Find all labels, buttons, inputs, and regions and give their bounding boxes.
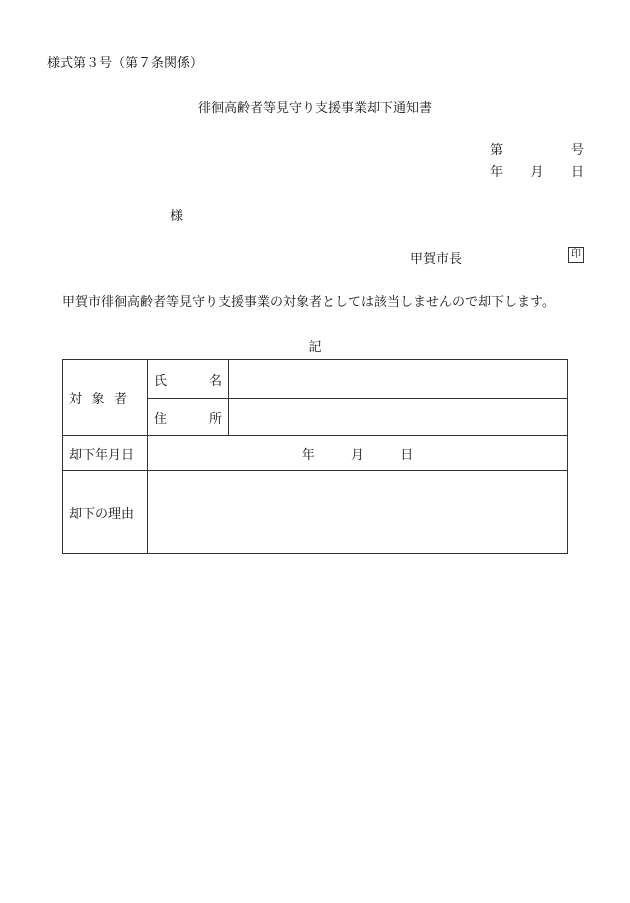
name-label-char: 氏 [154,373,168,389]
date-month: 月 [530,165,544,180]
date-day: 日 [570,165,584,180]
document-title: 徘徊高齢者等見守り支援事業却下通知書 [197,101,432,116]
rejection-date-day: 日 [400,447,414,463]
rejection-date-year: 年 [301,447,315,463]
number-dai: 第 [490,143,504,158]
address-label-char: 住 [154,411,168,427]
rejection-date-value[interactable] [148,436,568,471]
address-value-cell[interactable] [229,399,568,436]
notice-body: 甲賀市徘徊高齢者等見守り支援事業の対象者としては該当しませんので却下します。 [62,295,555,310]
document-date [490,161,584,180]
rejection-date-month: 月 [350,447,364,463]
issuer-name: 甲賀市長 [410,252,463,267]
target-label-char: 象 [91,392,105,407]
seal-mark: 印 [568,247,584,263]
table-row [63,360,568,399]
target-label-char: 対 [69,392,83,407]
table-row [63,436,568,471]
target-label-cell [63,360,148,436]
table-row [63,471,568,554]
name-label-char: 名 [208,373,222,389]
target-label-char: 者 [113,392,127,407]
name-value-cell[interactable] [229,360,568,399]
reason-value-cell[interactable] [148,471,568,554]
name-label-cell [148,360,229,399]
rejection-date-label: 却下年月日 [63,436,148,471]
date-year: 年 [490,165,504,180]
rejection-details-table [62,359,568,554]
document-number [490,139,584,158]
number-go: 号 [570,143,584,158]
address-label-char: 所 [208,411,222,427]
address-label-cell [148,399,229,436]
form-number: 様式第３号（第７条関係） [47,56,204,71]
ki-heading: 記 [308,340,322,355]
reason-label: 却下の理由 [63,471,148,554]
addressee-suffix: 様 [170,209,184,224]
